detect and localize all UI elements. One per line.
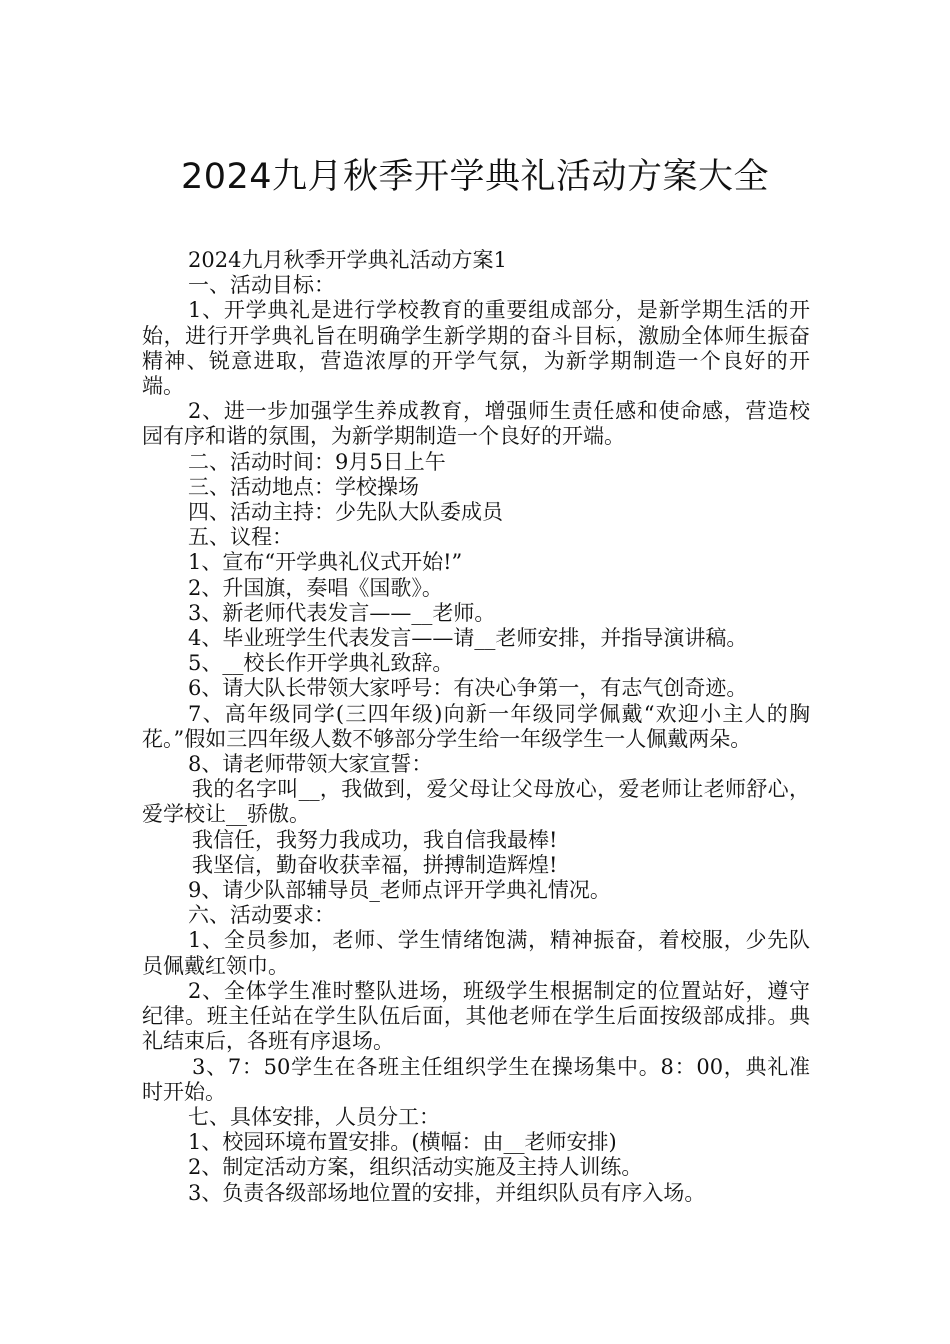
- arrangement-item: 3、负责各级部场地位置的安排，并组织队员有序入场。: [188, 1180, 706, 1205]
- heading-agenda: 五、议程：: [188, 525, 293, 550]
- agenda-item: 6、请大队长带领大家呼号：有决心争第一，有志气创奇迹。: [188, 676, 748, 701]
- agenda-item: 9、请少队部辅导员_老师点评开学典礼情况。: [188, 878, 611, 903]
- document-body: [142, 248, 810, 1206]
- document-title: 2024九月秋季开学典礼活动方案大全: [180, 157, 770, 198]
- paragraph: 二、活动时间：9月5日上午: [188, 449, 446, 474]
- heading-goals: 一、活动目标：: [188, 273, 335, 298]
- oath-line: 我的名字叫__，我做到，爱父母让父母放心，爱老师让老师舒心，爱学校让__骄傲。: [142, 777, 810, 827]
- agenda-item: 4、毕业班学生代表发言——请__老师安排，并指导演讲稿。: [188, 626, 748, 651]
- paragraph: 2、全体学生准时整队进场，班级学生根据制定的位置站好，遵守纪律。班主任站在学生队伍后面，其他老师在学生后面按级部成排。典礼结束后，各班有序退场。: [142, 978, 810, 1054]
- oath-line: 我信任，我努力我成功，我自信我最棒!: [192, 827, 558, 852]
- agenda-item: 1、宣布“开学典礼仪式开始!”: [188, 550, 463, 575]
- section-heading: 2024九月秋季开学典礼活动方案1: [188, 248, 507, 272]
- paragraph: 2、进一步加强学生养成教育，增强师生责任感和使命感，营造校园有序和谐的氛围，为新学期制造一个良好的开端。: [142, 399, 810, 449]
- heading-requirements: 六、活动要求：: [188, 903, 335, 928]
- paragraph: 3、7：50学生在各班主任组织学生在操场集中。8：00，典礼准时开始。: [142, 1054, 810, 1104]
- agenda-item: 5、__校长作开学典礼致辞。: [188, 651, 454, 676]
- agenda-item: 3、新老师代表发言——__老师。: [188, 600, 496, 625]
- arrangement-item: 2、制定活动方案，组织活动实施及主持人训练。: [188, 1155, 643, 1180]
- paragraph: 四、活动主持：少先队大队委成员: [188, 500, 503, 525]
- paragraph: 三、活动地点：学校操场: [188, 474, 419, 499]
- paragraph: 1、开学典礼是进行学校教育的重要组成部分，是新学期生活的开始，进行开学典礼旨在明确学生新学期的奋斗目标，激励全体师生振奋精神、锐意进取，营造浓厚的开学气氛，为新学期制造一个良好的开端。: [142, 298, 810, 399]
- agenda-item: 8、请老师带领大家宣誓：: [188, 752, 433, 777]
- agenda-item: 2、升国旗，奏唱《国歌》。: [188, 575, 443, 600]
- heading-arrangements: 七、具体安排，人员分工：: [188, 1104, 440, 1129]
- oath-line: 我坚信，勤奋收获幸福，拼搏制造辉煌!: [192, 852, 558, 877]
- arrangement-item: 1、校园环境布置安排。(横幅：由__老师安排): [188, 1130, 617, 1155]
- paragraph: 1、全员参加，老师、学生情绪饱满，精神振奋，着校服，少先队员佩戴红领巾。: [142, 928, 810, 978]
- agenda-item: 7、高年级同学(三四年级)向新一年级同学佩戴“欢迎小主人的胸花。”假如三四年级人数不够部分学生给一年级学生一人佩戴两朵。: [142, 701, 810, 751]
